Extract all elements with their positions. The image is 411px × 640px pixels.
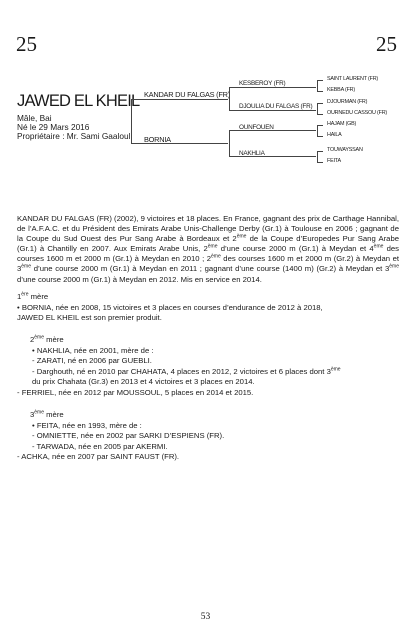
- second-dam-line: - FERRIEL, née en 2012 par MOUSSOUL, 5 places en 2014 et 2015.: [17, 388, 254, 397]
- third-dam-section: [30, 410, 224, 452]
- pedigree-line: [131, 99, 228, 100]
- pedigree-line: [229, 110, 316, 111]
- pedigree-line: [317, 151, 323, 152]
- third-dam-extra: [17, 452, 179, 463]
- third-dam-line: • FEITA, née en 1993, mère de :: [32, 420, 142, 430]
- horse-owner: Propriétaire : Mr. Sami Gaaloul: [17, 131, 131, 142]
- pedigree-line: [317, 114, 323, 115]
- third-dam-heading: 3ème mère: [30, 409, 64, 419]
- pedigree-ds-dam: HAILA: [327, 132, 342, 138]
- pedigree-line: [229, 87, 230, 110]
- pedigree-dam: BORNIA: [144, 135, 171, 144]
- pedigree-ss-dam: KEBBA (FR): [327, 87, 355, 93]
- horse-birth: Né le 29 Mars 2016: [17, 122, 90, 133]
- pedigree-line: [317, 103, 318, 114]
- second-dam-line: - Darghouth, né en 2010 par CHAHATA, 4 places en 2012, 2 victoires et 6 places dont 3ème: [32, 365, 341, 376]
- pedigree-dd-sire: TOUWAYSSAN: [327, 147, 363, 153]
- pedigree-sd-sire: DJOURMAN (FR): [327, 99, 368, 105]
- third-dam-line: - ACHKA, née en 2007 par SAINT FAUST (FR).: [17, 452, 180, 461]
- pedigree-ss-sire: SAINT LAURENT (FR): [327, 76, 379, 82]
- first-dam-line: • BORNIA, née en 2008, 15 victoires et 3 places en courses d’endurance de 2012 à 2018,: [17, 302, 323, 312]
- pedigree-sire-dam: DJOULIA DU FALGAS (FR): [239, 103, 313, 110]
- horse-sex-color: Mâle, Bai: [17, 113, 52, 123]
- second-dam-heading: 2ème mère: [30, 334, 64, 344]
- horse-details: [17, 114, 130, 142]
- first-dam-line: JAWED EL KHEIL est son premier produit.: [17, 313, 162, 322]
- pedigree-dam-dam: NAKHLIA: [239, 150, 265, 157]
- pedigree-line: [317, 125, 323, 126]
- pedigree-line: [317, 80, 318, 91]
- pedigree-dd-dam: FEITA: [327, 158, 341, 164]
- pedigree-sire: KANDAR DU FALGAS (FR): [144, 90, 230, 99]
- pedigree-line: [317, 125, 318, 136]
- pedigree-line: [317, 136, 323, 137]
- pedigree-line: [317, 151, 318, 162]
- second-dam-line: • NAKHLIA, née en 2001, mère de :: [32, 345, 154, 355]
- third-dam-line: - OMNIETTE, née en 2002 par SARKI D’ESPIENS (FR).: [32, 431, 225, 440]
- second-dam-line: du prix Chahata (Gr.3) en 2013 et 4 victoires et 3 places en 2014.: [32, 377, 255, 386]
- pedigree-line: [317, 80, 323, 81]
- pedigree-line: [229, 130, 230, 156]
- second-dam-extra: [17, 388, 253, 399]
- third-dam-line: - TARWADA, née en 2005 par AKERMI.: [32, 441, 168, 451]
- first-dam-section: [17, 292, 323, 324]
- pedigree-sd-dam: OURNEDU CASSOU (FR): [327, 110, 387, 116]
- pedigree-line: [317, 91, 323, 92]
- page-number: 53: [200, 612, 211, 622]
- pedigree-dam-sire: OUNFOUEN: [239, 124, 274, 131]
- pedigree-line: [131, 99, 132, 143]
- sire-description: KANDAR DU FALGAS (FR) (2002), 9 victoires et 18 places. En France, gagnant des prix de Carthage Hannibal, de l’A.F.A.C. et du Président des Emirats Arabe Unis-Challenge Derby (Gr.1) à Toulouse en 2006 ; gagnant de la Coupe du Sud Ouest des Pur Sang Arabe à Bordeaux et 2ème de la Coupe d’Europedes Pur Sang Arabe (Gr.1) à Chantilly en 2007. Aux Emirats Arabe Unis, 2ème d’une course 2000 m (Gr.1) à Meydan et 4ème des courses 1600 m et 2000 m (Gr.1) à Meydan en 2010 ; 2ème des courses 1600 m et 2000 m (Gr.2) à Meydan et 3ème d’une course 2000 m (Gr.1) à Meydan en 2011 ; gagnant d’une course (1400 m) (Gr.2) à Meydan et 3ème d’une course 2000 m (Gr.1) à Meydan en 2012. Mis en service en 2014.: [17, 214, 400, 284]
- lot-number-right: 25: [376, 32, 397, 56]
- pedigree-sire-sire: KESBEROY (FR): [239, 80, 286, 87]
- pedigree-line: [317, 162, 323, 163]
- first-dam-heading: 1ère mère: [17, 291, 49, 301]
- horse-name: JAWED EL KHEIL: [17, 92, 140, 110]
- second-dam-line: - ZARATI, né en 2006 par GUEBLI.: [32, 356, 152, 365]
- lot-number-left: 25: [16, 32, 37, 56]
- pedigree-line: [229, 87, 316, 88]
- pedigree-ds-sire: HAJAM (GB): [327, 121, 357, 127]
- second-dam-section: [30, 335, 341, 388]
- pedigree-line: [317, 103, 323, 104]
